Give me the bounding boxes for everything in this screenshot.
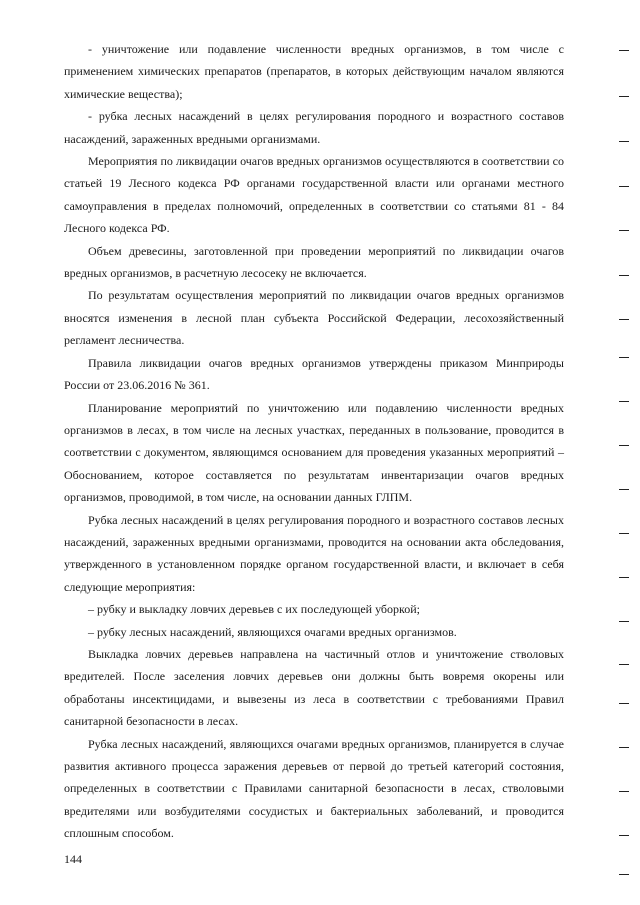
- margin-mark: [619, 141, 629, 142]
- paragraph-2: - рубка лесных насаждений в целях регулирования породного и возрастного составов насаждений, зараженных вредными организмами.: [64, 109, 564, 146]
- margin-mark: [619, 489, 629, 490]
- margin-mark: [619, 791, 629, 792]
- paragraph-8: Рубка лесных насаждений в целях регулирования породного и возрастного составов лесных насаждений, зараженных вредными организмами, проводится на основании акта обследования, утвержденного в установленном порядке органом государственной власти, и включает в себя следующие мероприятия:: [64, 512, 564, 594]
- paragraph-3: Мероприятия по ликвидации очагов вредных организмов осуществляются в соответствии со статьей 19 Лесного кодекса РФ органами государственной власти или органами местного самоуправления в пределах полномочий, определенных в соответствии со статьями 81 - 84 Лесного кодекса РФ.: [64, 154, 564, 236]
- paragraph-5: По результатам осуществления мероприятий по ликвидации очагов вредных организмов вносятся изменения в лесной план субъекта Российской Федерации, лесохозяйственный регламент лесничества.: [64, 288, 564, 348]
- margin-mark: [619, 664, 629, 665]
- margin-mark: [619, 230, 629, 231]
- page-body: [64, 38, 564, 845]
- margin-mark: [619, 621, 629, 622]
- paragraph-10: – рубку лесных насаждений, являющихся очагами вредных организмов.: [88, 624, 457, 639]
- margin-mark: [619, 747, 629, 748]
- margin-mark: [619, 874, 629, 875]
- paragraph-6: Правила ликвидации очагов вредных организмов утверждены приказом Минприроды России от 23.06.2016 № 361.: [64, 355, 564, 393]
- margin-mark: [619, 275, 629, 276]
- paragraph-4: Объем древесины, заготовленной при проведении мероприятий по ликвидации очагов вредных организмов, в расчетную лесосеку не включается.: [64, 243, 564, 281]
- paragraph-1: - уничтожение или подавление численности вредных организмов, в том числе с применением химических препаратов (препаратов, в которых действующим началом являются химические вещества);: [64, 42, 564, 101]
- margin-mark: [619, 703, 629, 704]
- margin-mark: [619, 835, 629, 836]
- paragraph-7: Планирование мероприятий по уничтожению или подавлению численности вредных организмов в лесах, в том числе на лесных участках, переданных в пользование, проводится в соответствии с документом, являющимся основанием для проведения указанных мероприятий – Обоснованием, которое составляется по результатам инвентаризации очагов вредных организмов, проводимой, в том числе, на основании данных ГЛПМ.: [64, 400, 564, 505]
- margin-mark: [619, 401, 629, 402]
- margin-mark: [619, 186, 629, 187]
- margin-mark: [619, 319, 629, 320]
- page-number: 144: [64, 852, 82, 866]
- margin-mark: [619, 577, 629, 578]
- margin-mark: [619, 96, 629, 97]
- paragraph-11: Выкладка ловчих деревьев направлена на частичный отлов и уничтожение стволовых вредителей. После заселения ловчих деревьев они должны быть вовремя окорены или обработаны инсектицидами, и вывезены из леса в соответствии с требованиями Правил санитарной безопасности в лесах.: [64, 646, 564, 729]
- margin-mark: [619, 50, 629, 51]
- margin-mark: [619, 533, 629, 534]
- paragraph-12: Рубка лесных насаждений, являющихся очагами вредных организмов, планируется в случае развития активного процесса заражения деревьев от первой до третьей категорий состояния, определенных в соответствии с Правилами санитарной безопасности в лесах, стволовыми вредителями или возбудителями сосудистых и бактериальных заболеваний, и проводится сплошным способом.: [64, 736, 564, 841]
- paragraph-9: – рубку и выкладку ловчих деревьев с их последующей уборкой;: [88, 602, 420, 617]
- margin-mark: [619, 357, 629, 358]
- margin-mark: [619, 445, 629, 446]
